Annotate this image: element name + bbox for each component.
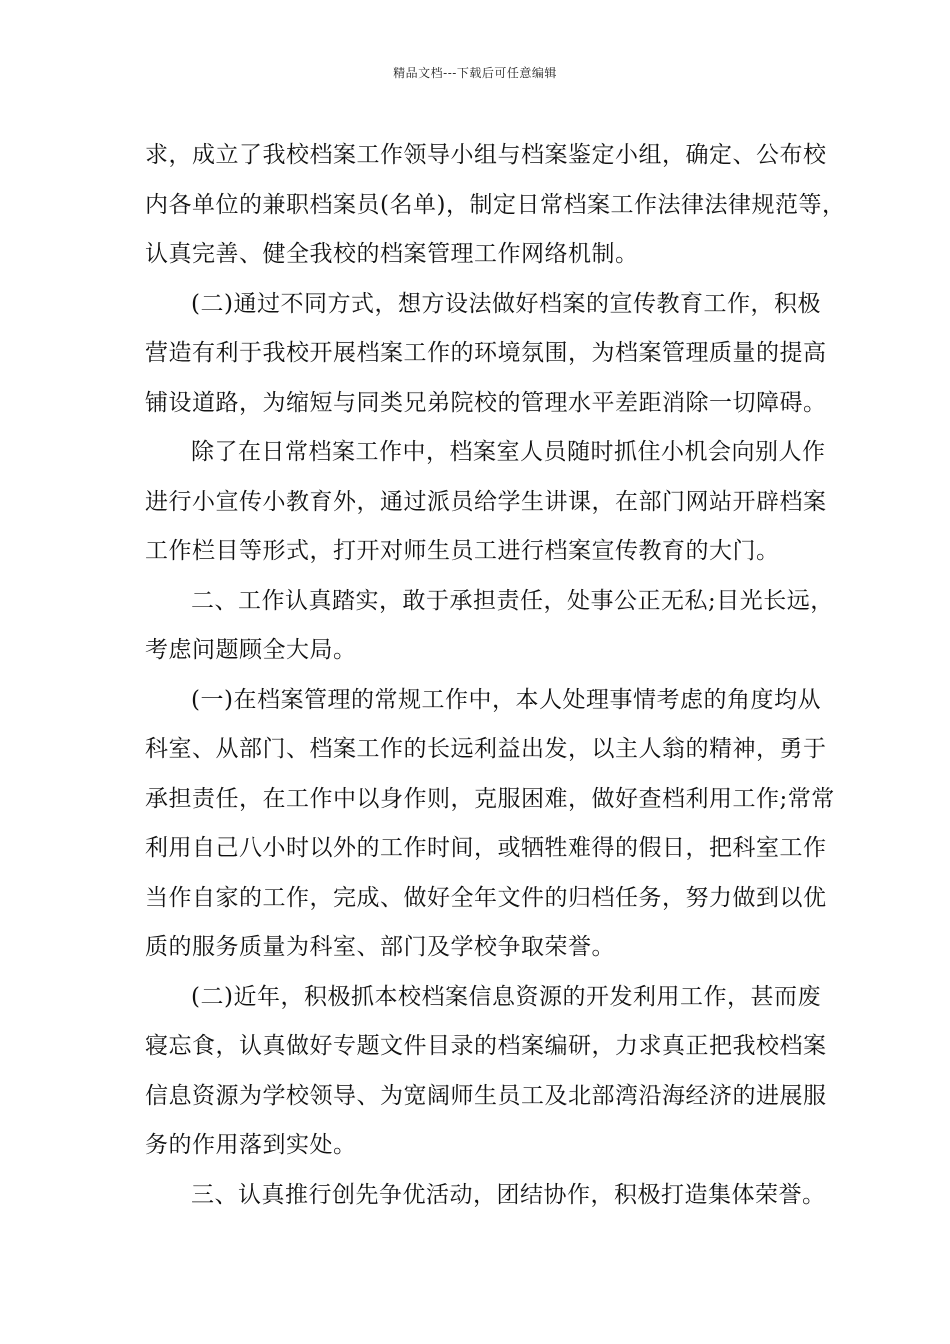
text-line: 认真完善、健全我校的档案管理工作网络机制。 (145, 241, 639, 267)
text-line: (二)通过不同方式，想方设法做好档案的宣传教育工作，积极 (191, 290, 821, 317)
text-line: 进行小宣传小教育外，通过派员给学生讲课，在部门网站开辟档案 (145, 488, 827, 515)
text-line: (一)在档案管理的常规工作中，本人处理事情考虑的角度均从 (191, 686, 821, 713)
text-line: 内各单位的兼职档案员(名单)，制定日常档案工作法律法律规范等， (145, 191, 846, 218)
text-line: 质的服务质量为科室、部门及学校争取荣誉。 (145, 934, 615, 960)
text-line: (二)近年，积极抓本校档案信息资源的开发利用工作，甚而废 (191, 983, 821, 1010)
text-line: 铺设道路，为缩短与同类兄弟院校的管理水平差距消除一切障碍。 (145, 389, 827, 416)
text-line: 除了在日常档案工作中，档案室人员随时抓住小机会向别人作 (191, 439, 826, 465)
text-line: 考虑问题顾全大局。 (145, 637, 357, 663)
text-line: 二、工作认真踏实，敢于承担责任，处事公正无私;目光长远， (191, 587, 834, 614)
document-body (145, 131, 846, 1220)
text-line: 寝忘食，认真做好专题文件目录的档案编研，力求真正把我校档案 (145, 1033, 827, 1059)
text-line: 务的作用落到实处。 (145, 1132, 357, 1158)
text-line: 科室、从部门、档案工作的长远利益出发，以主人翁的精神，勇于 (145, 736, 827, 762)
text-line: 承担责任，在工作中以身作则，克服困难，做好查档利用工作;常常 (145, 785, 835, 812)
text-line: 当作自家的工作，完成、做好全年文件的归档任务，努力做到以优 (145, 884, 827, 911)
text-line: 工作栏目等形式，打开对师生员工进行档案宣传教育的大门。 (145, 538, 780, 564)
text-line: 营造有利于我校开展档案工作的环境氛围，为档案管理质量的提高 (145, 340, 827, 366)
text-line: 信息资源为学校领导、为宽阔师生员工及北部湾沿海经济的进展服 (145, 1082, 827, 1109)
page-header: 精品文档---下载后可任意编辑 (393, 66, 557, 80)
text-line: 利用自己八小时以外的工作时间，或牺牲难得的假日，把科室工作 (145, 835, 827, 861)
text-line: 求，成立了我校档案工作领导小组与档案鉴定小组，确定、公布校 (145, 142, 827, 168)
text-line: 三、认真推行创先争优活动，团结协作，积极打造集体荣誉。 (191, 1181, 826, 1208)
